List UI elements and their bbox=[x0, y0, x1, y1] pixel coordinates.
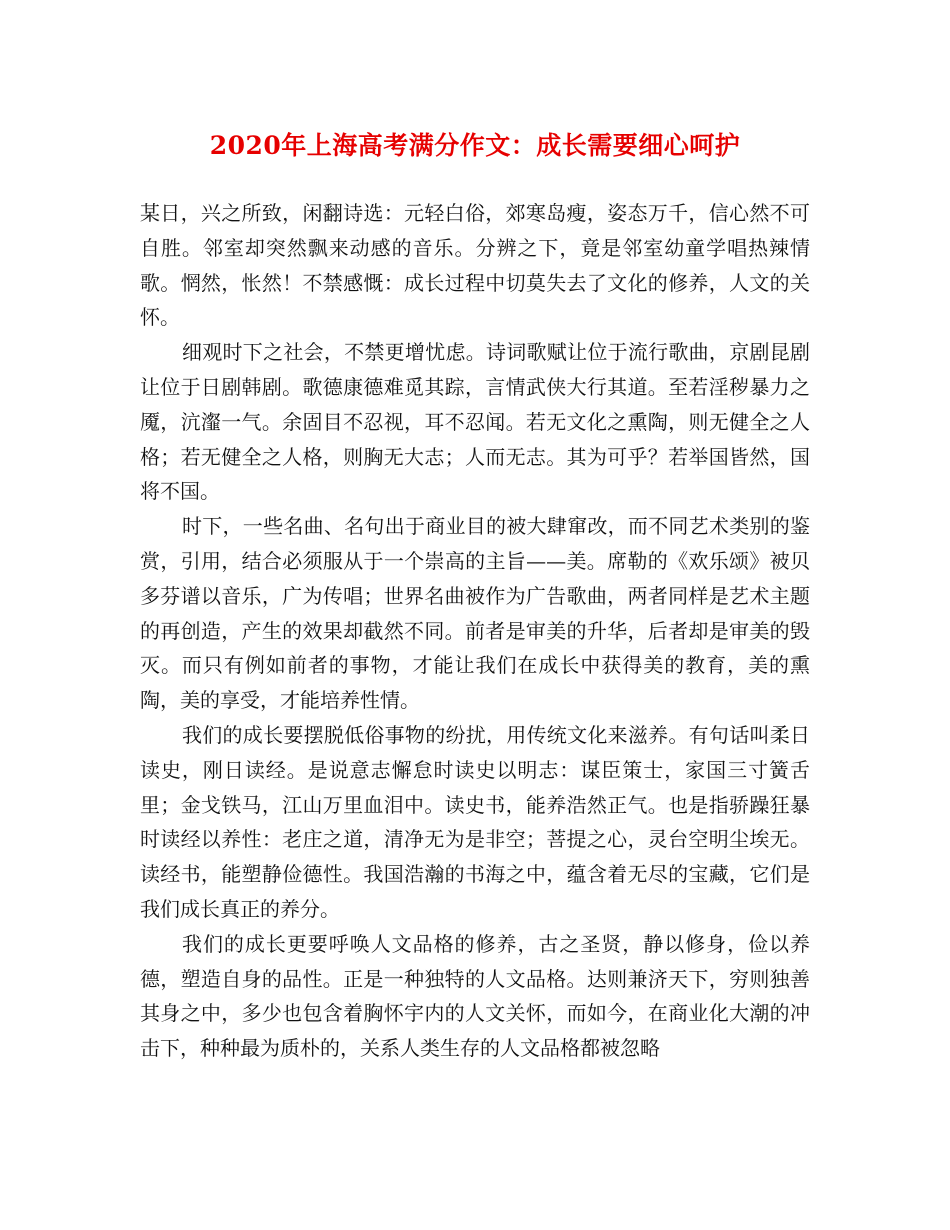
paragraph-2: 细观时下之社会，不禁更增忧虑。诗词歌赋让位于流行歌曲，京剧昆剧让位于日剧韩剧。歌德康德难觅其踪，言情武侠大行其道。至若淫秽暴力之魇，沆瀣一气。余固目不忍视，耳不忍闻。若无文化之熏陶，则无健全之人格；若无健全之人格，则胸无大志；人而无志。其为可乎？若举国皆然，国将不国。 bbox=[140, 340, 810, 504]
paragraph-1: 某日，兴之所致，闲翻诗选：元轻白俗，郊寒岛瘦，姿态万千，信心然不可自胜。邻室却突然飘来动感的音乐。分辨之下，竟是邻室幼童学唱热辣情歌。惘然，怅然！不禁感慨：成长过程中切莫失去了文化的修养，人文的关怀。 bbox=[140, 201, 810, 330]
paragraph-3: 时下，一些名曲、名句出于商业目的被大肆窜改，而不同艺术类别的鉴赏，引用，结合必须服从于一个崇高的主旨——美。席勒的《欢乐颂》被贝多芬谱以音乐，广为传唱；世界名曲被作为广告歌曲，两者同样是艺术主题的再创造，产生的效果却截然不同。前者是审美的升华，后者却是审美的毁灭。而只有例如前者的事物，才能让我们在成长中获得美的教育，美的熏陶，美的享受，才能培养性情。 bbox=[140, 514, 810, 713]
paragraph-5: 我们的成长更要呼唤人文品格的修养，古之圣贤，静以修身，俭以养德，塑造自身的品性。正是一种独特的人文品格。达则兼济天下，穷则独善其身之中，多少也包含着胸怀宇内的人文关怀，而如今，在商业化大潮的冲击下，种种最为质朴的，关系人类生存的人文品格都被忽略 bbox=[140, 931, 810, 1061]
document-title: 2020年上海高考满分作文：成长需要细心呵护 bbox=[209, 131, 741, 160]
paragraph-4: 我们的成长要摆脱低俗事物的纷扰，用传统文化来滋养。有句话叫柔日读史，刚日读经。是说意志懈怠时读史以明志：谋臣策士，家国三寸簧舌里；金戈铁马，江山万里血泪中。读史书，能养浩然正气。也是指骄躁狂暴时读经以养性：老庄之道，清净无为是非空；菩提之心，灵台空明尘埃无。读经书，能塑静俭德性。我国浩瀚的书海之中，蕴含着无尽的宝藏，它们是我们成长真正的养分。 bbox=[140, 722, 810, 921]
essay-body bbox=[140, 196, 810, 1066]
